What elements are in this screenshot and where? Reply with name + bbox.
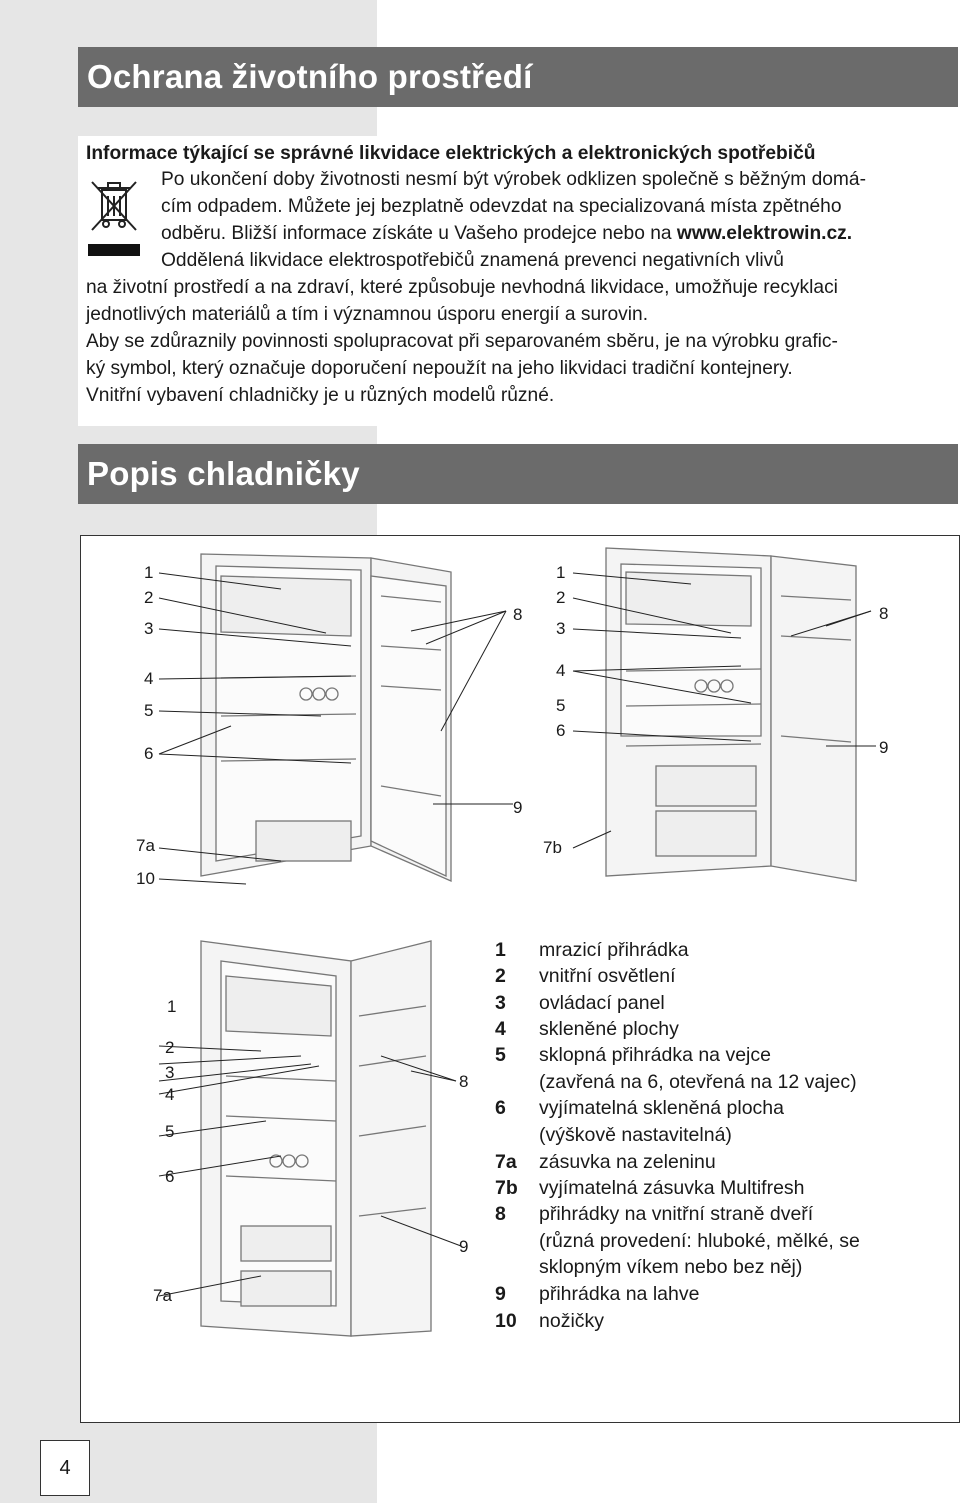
text-line-6: jednotlivých materiálů a tím i významnou úsporu energií a surovin. [86,304,649,325]
fridge2-label-4: 4 [556,661,566,680]
fridge3-label-1: 1 [167,997,177,1016]
fridge2-label-5: 5 [556,696,566,715]
fridge-2-drawing [606,548,856,881]
text-line-3: odběru. Bližší informace získáte u Vašeho prodejce nebo na www.elektrowin.cz. [161,223,853,244]
disposal-subtitle: Informace týkající se správné likvidace elektrických a elektronických spotřebičů [86,143,816,164]
fridge1-label-4: 4 [144,669,154,688]
fridge1-label-3: 3 [144,619,154,638]
fridge2-label-3: 3 [556,619,566,638]
fridge2-label-1: 1 [556,563,566,582]
fridge2-label-2: 2 [556,588,566,607]
fridge-1-drawing [201,554,451,881]
fridge3-label-3: 3 [165,1063,175,1082]
fridge3-label-4: 4 [165,1085,175,1104]
fridge3-label-8: 8 [459,1072,469,1091]
fridge1-label-9: 9 [513,798,523,817]
fridge1-label-6: 6 [144,744,154,763]
section-title: Popis chladničky [87,455,360,492]
weee-crossed-bin-icon [86,176,142,260]
text-line-5: na životní prostředí a na zdraví, které způsobuje nevhodná likvidace, umožňuje recyklaci [86,277,838,298]
fridge2-label-7b: 7b [543,838,562,857]
text-line-8: ký symbol, který označuje doporučení nepoužít na jeho likvidaci tradiční kontejnery. [86,358,793,379]
fridge-3-drawing [201,941,431,1336]
section-heading-fridge-description [78,444,958,504]
text-line-2: cím odpadem. Můžete jej bezplatně odevzdat na specializovaná místa zpětného [161,196,842,217]
fridge1-label-5: 5 [144,701,154,720]
elektrowin-link[interactable]: www.elektrowin.cz. [676,223,853,244]
section-heading-environment [78,47,958,107]
text-line-4: Oddělená likvidace elektrospotřebičů znamená prevenci negativních vlivů [161,250,784,271]
fridge1-label-7a: 7a [136,836,155,855]
fridge1-label-1: 1 [144,563,154,582]
fridge3-label-9: 9 [459,1237,469,1256]
text-line-1: Po ukončení doby životnosti nesmí být výrobek odklizen společně s běžným domá- [161,169,866,190]
fridge2-label-9: 9 [879,738,889,757]
fridge-diagram-figure: 1 2 3 4 5 6 7a 10 8 9 1 2 3 4 5 6 7b 8 9 1 2 3 4 5 6 7a 8 9 1 mrazicí přihrádka 2 vnitřní osvětlení 3 ovládací panel 4 skleněné plochy 5 sklopná přihrádka na vejce (zavřená na 6, otevřená na 12 vajec) 6 vyjímatelná skleněná plocha (výškově nastavitelná) 7a zásuvka na zeleninu 7b vyjímatelná zásuvka Multifresh 8 přihrádky na vnitřní straně dveří (různá provedení: hluboké, mělké, se sklopným víkem nebo bez něj) 9 přihrádka na lahve 10 nožičky [80,535,960,1423]
text-line-7: Aby se zdůraznily povinnosti spolupracovat při separovaném sběru, je na výrobku grafic- [86,331,838,352]
fridge2-label-6: 6 [556,721,566,740]
fridge2-label-8: 8 [879,604,889,623]
fridge1-label-10: 10 [136,869,155,888]
section-title: Ochrana životního prostředí [87,58,533,95]
fridge3-label-2: 2 [165,1038,175,1057]
fridge3-label-6: 6 [165,1167,175,1186]
text-line-9: Vnitřní vybavení chladničky je u různých modelů různé. [86,385,555,406]
fridge-illustrations [81,536,959,1422]
fridge1-label-2: 2 [144,588,154,607]
fridge1-label-8: 8 [513,605,523,624]
page-number: 4 [40,1440,90,1496]
fridge3-label-7a: 7a [153,1286,172,1305]
fridge3-label-5: 5 [165,1122,175,1141]
